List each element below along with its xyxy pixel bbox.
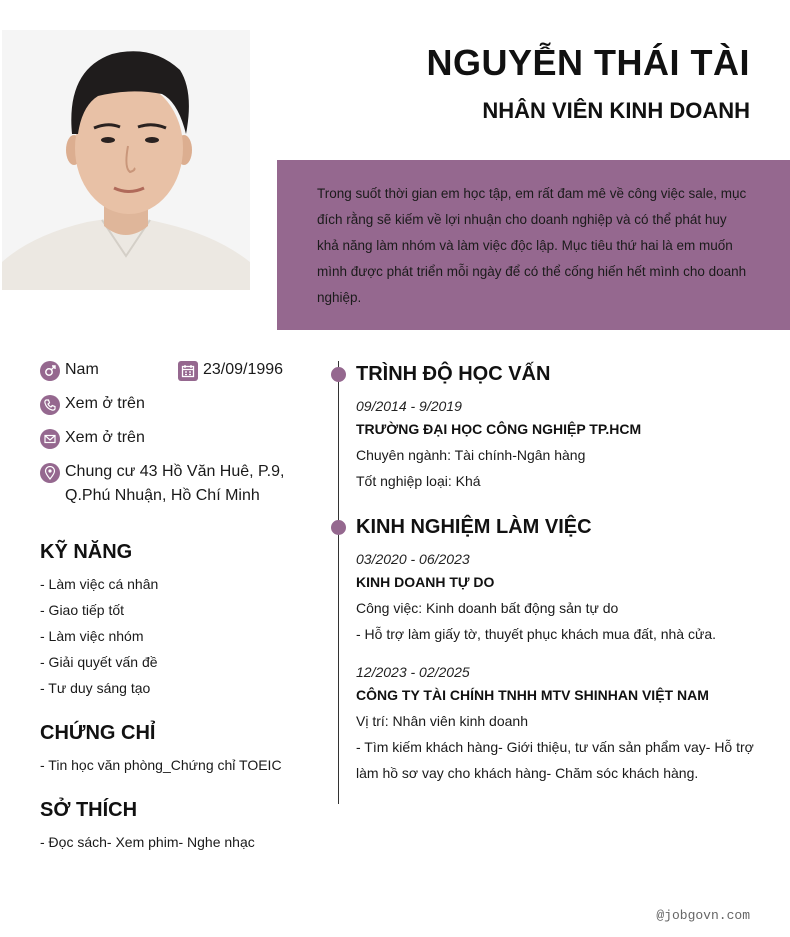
career-summary: Trong suốt thời gian em học tập, em rất đam mê về công việc sale, mục đích rằng sẽ kiếm về lợi nhuận cho doanh nghiệp và có thể phát huy khả năng làm nhóm và làm việc độc lập. Mục tiêu thứ hai là em muốn mình được phát triển mỗi ngày để có thể cống hiến hết mình cho doanh nghiệp. (277, 160, 790, 330)
skills-heading: KỸ NĂNG (40, 541, 133, 563)
address-row (40, 460, 300, 508)
job-detail: Công việc: Kinh doanh bất động sản tự do (356, 600, 619, 616)
experience-entry (356, 549, 766, 647)
certificates-heading: CHỨNG CHỈ (40, 722, 156, 744)
skill-item: - Tư duy sáng tạo (40, 680, 151, 696)
education-grade: Tốt nghiệp loại: Khá (356, 473, 481, 489)
timeline-dot (331, 367, 346, 382)
email-icon (40, 429, 60, 449)
skills-list (40, 571, 300, 701)
phone-icon (40, 395, 60, 415)
gender-row (40, 358, 178, 382)
calendar-icon (178, 361, 198, 381)
address-value: Chung cư 43 Hồ Văn Huê, P.9, Q.Phú Nhuận, Hồ Chí Minh (65, 463, 285, 504)
portrait-photo (2, 30, 250, 290)
skill-item: - Làm việc cá nhân (40, 576, 159, 592)
gender-icon (40, 361, 60, 381)
job-title: NHÂN VIÊN KINH DOANH (482, 98, 750, 123)
timeline-dot (331, 520, 346, 535)
education-date: 09/2014 - 9/2019 (356, 398, 462, 414)
job-detail: - Hỗ trợ làm giấy tờ, thuyết phục khách mua đất, nhà cửa. (356, 626, 717, 642)
school-name: TRƯỜNG ĐẠI HỌC CÔNG NGHIỆP TP.HCM (356, 421, 642, 437)
job-date: 12/2023 - 02/2025 (356, 664, 470, 680)
hobbies-heading: SỞ THÍCH (40, 799, 138, 821)
education-heading: TRÌNH ĐỘ HỌC VẤN (356, 363, 551, 385)
job-company: CÔNG TY TÀI CHÍNH TNHH MTV SHINHAN VIỆT NAM (356, 687, 709, 703)
phone-value: Xem ở trên (65, 395, 145, 412)
skill-item: - Giao tiếp tốt (40, 602, 125, 618)
education-major: Chuyên ngành: Tài chính-Ngân hàng (356, 447, 586, 463)
certificates-list (40, 752, 300, 778)
skill-item: - Giải quyết vấn đề (40, 654, 158, 670)
education-entry (356, 396, 766, 494)
hobbies-list (40, 829, 300, 855)
location-icon (40, 463, 60, 483)
candidate-name: NGUYỄN THÁI TÀI (426, 42, 750, 83)
email-value: Xem ở trên (65, 429, 145, 446)
left-column (40, 358, 300, 855)
footer-watermark: @jobgovn.com (656, 908, 750, 923)
email-row (40, 426, 300, 450)
gender-birthday-row (40, 358, 300, 392)
experience-entry (356, 662, 766, 786)
birthday-value: 23/09/1996 (203, 361, 284, 378)
experience-heading: KINH NGHIỆM LÀM VIỆC (356, 516, 592, 538)
phone-row (40, 392, 300, 416)
job-detail: - Tìm kiếm khách hàng- Giới thiệu, tư vấn sản phẩm vay- Hỗ trợ làm hồ sơ vay cho khách hàng- Chăm sóc khách hàng. (356, 739, 754, 781)
hobby-item: - Đọc sách- Xem phim- Nghe nhạc (40, 834, 255, 850)
certificate-item: - Tin học văn phòng_Chứng chỉ TOEIC (40, 757, 282, 773)
skill-item: - Làm việc nhóm (40, 628, 144, 644)
job-date: 03/2020 - 06/2023 (356, 551, 470, 567)
gender-value: Nam (65, 361, 99, 378)
job-detail: Vị trí: Nhân viên kinh doanh (356, 713, 528, 729)
timeline-line (338, 361, 339, 804)
job-company: KINH DOANH TỰ DO (356, 574, 495, 590)
birthday-row (178, 358, 283, 382)
